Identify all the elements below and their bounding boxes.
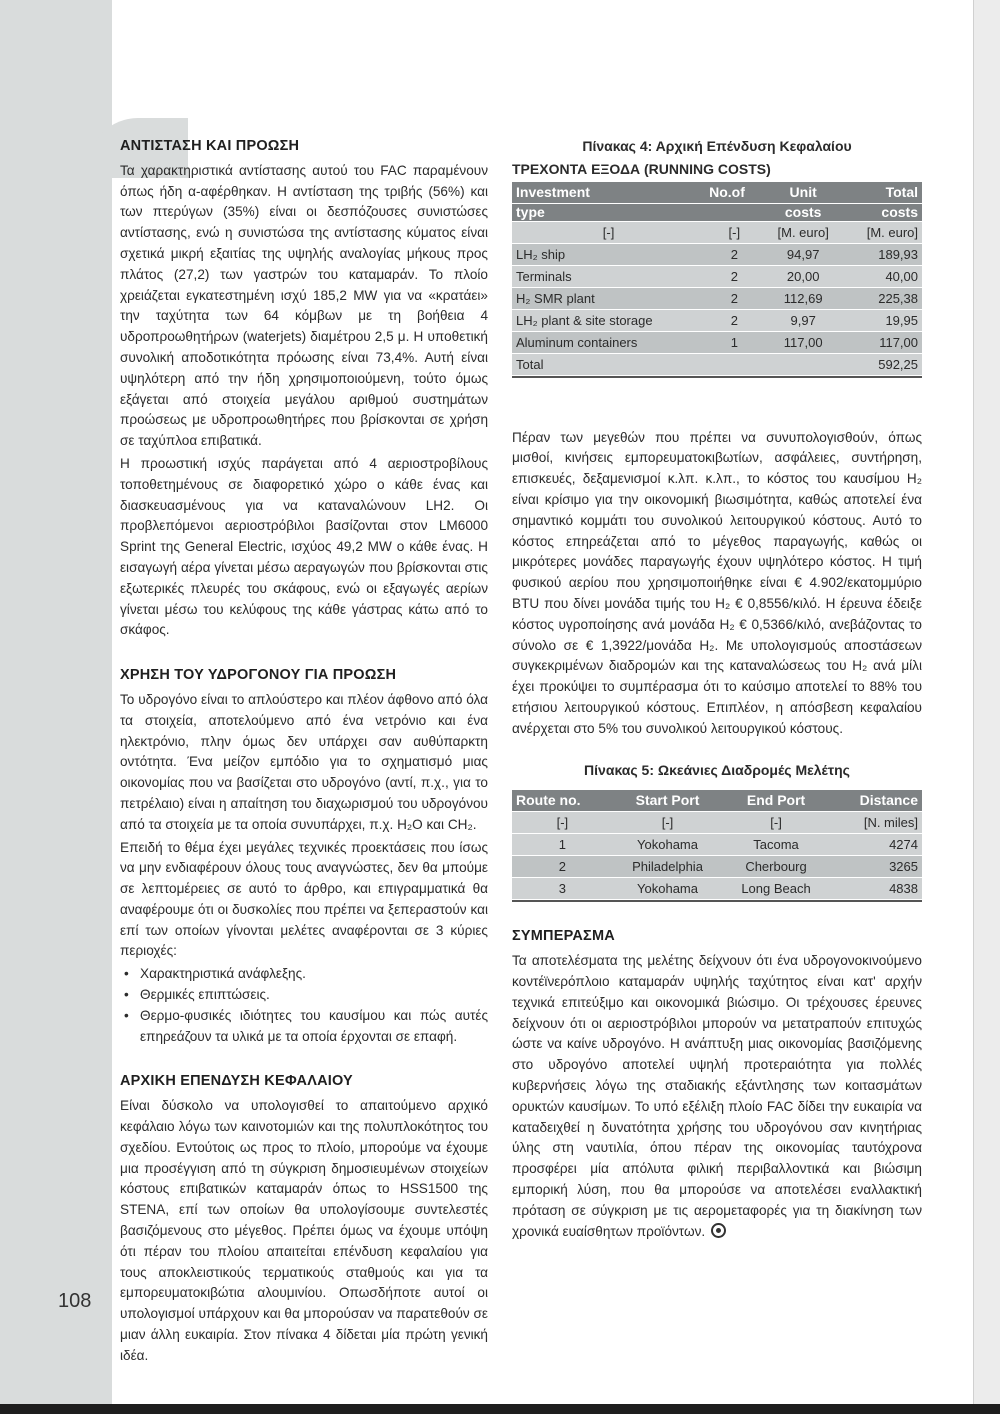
table-total-row [512, 353, 922, 375]
table-unit-cell: [-] [705, 221, 763, 243]
table-cell: 9,97 [764, 309, 843, 331]
table-header-cell: costs [764, 203, 843, 221]
investment-table [512, 182, 922, 376]
paragraph: Επειδή το θέμα έχει μεγάλες τεχνικές προεκτάσεις που ίσως να μην ενδιαφέρουν όλους τους αναγνώστες, δεν θα μπούμε σε λεπτομέρειες σε αυτό το άρθρο, και επιγραμματικά θα αναφέρουμε ότι οι δυσκολίες που πρέπει να ξεπεραστούν και επί των οποίων γίνονται μελέτες αναφέρονται σε 3 κύριες περιοχές: [120, 839, 488, 959]
section-heading-conclusion: ΣΥΜΠΕΡΑΣΜΑ [512, 928, 615, 945]
table-cell: 3 [512, 878, 613, 900]
paragraph: Είναι δύσκολο να υπολογισθεί το απαιτούμενο αρχικό κεφάλαιο λόγω των καινοτομιών και της πολυπλοκότητος του σχεδίου. Εντούτοις ως προς το πλοίο, μπορούμε να έχουμε μια προσέγγιση από τη σύγκριση δημοσιευμένων στοιχείων κόστους επιβατικών καταμαράν όπως το HSS1500 της STENA, επί των οποίων θα υπολογίσουμε συντελεστές βασιζόμενους στο μέγεθος. Πρέπει όμως να έχουμε υπόψη ότι πέραν του πλοίου απαιτείται επένδυση κεφαλαίου για τους αποκλειστικούς τερματικούς σταθμούς και για τα εμπορευματοκιβώτια αλουμινίου. Οπωσδήποτε αυτοί οι υπολογισμοί υπάρχουν και θα μπορούσαν να παρατεθούν σε μιαν άλλη ευκαιρία. Στον πίνακα 4 δίδεται μία πρώτη γενική ιδέα. [120, 1098, 488, 1363]
table-row [512, 265, 922, 287]
table-cell: Philadelphia [613, 856, 723, 878]
table-cell: 2 [705, 265, 763, 287]
table4-title: Πίνακας 4: Αρχική Επένδυση Κεφαλαίου [582, 138, 852, 154]
table-cell: 40,00 [843, 265, 922, 287]
paragraph [512, 951, 922, 1242]
table-header-cell: Investment [512, 182, 705, 204]
bullet-list [120, 964, 488, 1047]
right-column [512, 136, 922, 1244]
table-cell: LH₂ plant & site storage [512, 309, 705, 331]
table5-title: Πίνακας 5: Ωκεάνιες Διαδρομές Μελέτης [584, 761, 850, 778]
table-cell: Yokohama [613, 834, 723, 856]
table-cell: LH₂ ship [512, 243, 705, 265]
table-unit-cell: [M. euro] [764, 221, 843, 243]
table-cell: 4274 [830, 834, 922, 856]
table-unit-cell: [-] [722, 812, 830, 834]
table-cell: 2 [705, 309, 763, 331]
table-header-cell: Start Port [613, 790, 723, 812]
table-row [512, 331, 922, 353]
table-cell: 19,95 [843, 309, 922, 331]
section-heading-resistance: ΑΝΤΙΣΤΑΣΗ ΚΑΙ ΠΡΟΩΣΗ [120, 138, 300, 154]
table-row [512, 243, 922, 265]
bullet-item: • Θερμο-φυσικές ιδιότητες του καυσίμου και πώς αυτές επηρεάζουν τα υλικά με τα οποία έρχονται σε επαφή. [120, 1006, 488, 1048]
table-cell: Yokohama [613, 878, 723, 900]
table-unit-cell: [-] [512, 812, 613, 834]
table-cell: 112,69 [764, 287, 843, 309]
table4-wrapper [512, 182, 922, 378]
table-cell: Aluminum containers [512, 331, 705, 353]
table-unit-cell: [-] [512, 221, 705, 243]
table-cell: 1 [512, 834, 613, 856]
table5-wrapper [512, 790, 922, 902]
table-header-cell: type [512, 203, 705, 221]
table-cell: 117,00 [843, 331, 922, 353]
page-bottom-border [0, 1404, 1000, 1414]
table-cell: Long Beach [722, 878, 830, 900]
table-row [512, 834, 922, 856]
table-cell: 20,00 [764, 265, 843, 287]
table-header-cell: Unit [764, 182, 843, 204]
table-unit-cell: [N. miles] [830, 812, 922, 834]
paragraph: Τα χαρακτηριστικά αντίστασης αυτού του FAC παραμένουν όπως ήδη α-αφέρθηκαν. Η αντίσταση της τριβής (56%) και των πτερύγων (35%) είναι οι δεσπόζουσες συνιστώσες αντίστασης, ενώ η συνιστώσα της αντίστασης κύματος είναι σχετικά μικρή εξαιτίας της υψηλής αναλογίας μήκους προς πλάτος (27,2) των γαστρών του καταμαράν. Το πλοίο χρειάζεται εγκατεστημένη ισχύ 185,2 MW για να «κρατάει» την ταχύτητα των 64 κόμβων με τη βοήθεια 4 υδροπροωθητήρων (waterjets) διαμέτρου 2,5 μ. Η υποθετική συνολική αποδοτικότητα πρόωσης είναι 73,4%. Αυτή είναι υψηλότερη από την ήδη χρησιμοποιούμενη, τούτο όμως εξάγεται από στοιχεία μεγάλου αριθμού συστημάτων προώσεως με υδροπροωθητήρες που βρίσκονται σε χρήση σε ταχύπλοα επιβατικά. [120, 162, 488, 449]
table-cell: Terminals [512, 265, 705, 287]
left-sidebar-band [0, 0, 112, 1414]
table-cell: Tacoma [722, 834, 830, 856]
table-cell [705, 353, 763, 375]
table-cell: 117,00 [764, 331, 843, 353]
section-heading-investment: ΑΡΧΙΚΗ ΕΠΕΝΔΥΣΗ ΚΕΦΑΛΑΙΟΥ [120, 1073, 353, 1090]
table-header-cell: Distance [830, 790, 922, 812]
table-cell: Cherbourg [722, 856, 830, 878]
table-cell: 1 [705, 331, 763, 353]
paragraph: Η προωστική ισχύς παράγεται από 4 αεριοστροβίλους τοποθετημένους σε διαφορετικό χώρο ο κάθε ένας και διασκευασμένους για να καταναλώνουν LH2. Οι προβλεπόμενοι αεριοστρόβιλοι βασίζονται στον LM6000 Sprint της General Electric, ισχύος 49,2 MW ο κάθε ένας. Η εισαγωγή αέρα γίνεται μέσω αεραγωγών που βρίσκονται στις εξωτερικές πλευρές του σκάφους, ενώ οι εξαγωγές αερίων γίνεται μέσω του κελύφους της κάθε γάστρας κάτω από το σκάφος. [120, 455, 488, 638]
table-unit-cell: [-] [613, 812, 723, 834]
table-header-cell: End Port [722, 790, 830, 812]
table-cell: 225,38 [843, 287, 922, 309]
table-row [512, 856, 922, 878]
table-row [512, 309, 922, 331]
section-heading-hydrogen: ΧΡΗΣΗ ΤΟΥ ΥΔΡΟΓΟΝΟΥ ΓΙΑ ΠΡΟΩΣΗ [120, 667, 397, 684]
paragraph: Το υδρογόνο είναι το απλούστερο και πλέον άφθονο από όλα τα στοιχεία, αποτελούμενο από ένα νετρόνιο και ένα ηλεκτρόνιο, πλην όμως δεν υπάρχει σαν αυθύπαρκτη οντότητα. Ένα μείζον εμπόδιο για το σχηματισμό μιας οικονομίας που να βασίζεται στο υδρογόνο (αντί, π.χ., για το πετρέλαιο) είναι η απαίτηση του διαχωρισμού του υδρογόνου από τα στοιχεία με τα οποία συνυπάρχει, π.χ. H₂O και CH₂. [120, 691, 488, 832]
end-of-article-icon [711, 1223, 726, 1238]
paragraph: Πέραν των μεγεθών που πρέπει να συνυπολογισθούν, όπως μισθοί, κινήσεις εμπορευματοκιβωτίων, ασφάλειες, συντήρηση, επισκευές, δεξαμενισμοί κ.λπ. κ.λπ., το κόστος του καυσίμου H₂ είναι κρίσιμο για την οικονομική βιωσιμότητα, καθώς αποτελεί ένα σημαντικό κομμάτι του συνολικού λειτουργικού κόστους. Αυτό το κόστος επηρεάζεται από το μέγεθος παραγωγής, καθώς οι μικρότερες μονάδες παραγωγής έχουν υψηλότερο κόστος. Η τιμή φυσικού αερίου που χρησιμοποιήθηκε είναι € 4.902/εκατομμύριο BTU που δίνει μονάδα τιμής του H₂ € 0,8556/κιλό. Η έρευνα έδειξε κόστος υγροποίησης ανά μονάδα H₂ € 0,5366/κιλό, ανεβάζοντας το σύνολο σε € 1,3922/μονάδα H₂. Με υπολογισμούς αποστάσεων συγκεκριμένων διαδρομών και της καταναλώσεως του H₂ ανά μίλι έχει προκύψει το συμπέρασμα ότι το καύσιμο αποτελεί το 88% του ετήσιου λειτουργικού κόστους. Επιπλέον, η απόσβεση κεφαλαίου ανέρχεται στο 5% του συνολικού λειτουργικού κόστους. [512, 429, 922, 736]
table-cell: 2 [512, 856, 613, 878]
table-cell: 2 [705, 243, 763, 265]
table-cell: 4838 [830, 878, 922, 900]
bullet-item: • Χαρακτηριστικά ανάφλεξης. [120, 964, 488, 985]
table-cell: 94,97 [764, 243, 843, 265]
table-cell: 3265 [830, 856, 922, 878]
table-row [512, 878, 922, 900]
table-cell: Total [512, 353, 705, 375]
table-cell: H₂ SMR plant [512, 287, 705, 309]
table4-subtitle: ΤΡΕΧΟΝΤΑ ΕΞΟΔΑ (RUNNING COSTS) [512, 160, 771, 177]
conclusion-text: Τα αποτελέσματα της μελέτης δείχνουν ότι ένα υδρογονοκινούμενο κοντέϊνερόπλοιο καταμαράν υψηλής ταχύτητος είναι κατ' αρχήν τεχνικά επιτεύξιμο και οικονομικά βιώσιμο. Οι τρέχουσες έρευνες δείχνουν ότι οι αεριοστρόβιλοι μπορούν να μετατραπούν επιτυχώς ώστε να καίνε υδρογόνο. Η ανάπτυξη μιας οικονομίας βασιζόμενης στο υδρογόνο αποτελεί υψηλή προτεραιότητα για πολλές κυβερνήσεις λόγω της σταδιακής εξάντλησης των κοιτασμάτων ορυκτών καυσίμων. Το υπό εξέλιξη πλοίο FAC δίδει την ευκαιρία να καταδειχθεί η δυνατότητα χρήσης του υδρογόνου σαν κινητήριας ύλης στη ναυτιλία, όπου πέραν της οικονομίας ταυτόχρονα προσφέρει μία απόλυτα φιλική περιβαλλοντικά και βιώσιμη εμπορική λύση, που θα μπορούσε να αποτελέσει εναλλακτική πρόταση σε σύγκριση με τις αερομεταφορές για τη διακίνηση των χρονικά ευαίσθητων προϊόντων. [512, 953, 922, 1239]
table-header-cell [705, 203, 763, 221]
table-header-cell: Route no. [512, 790, 613, 812]
table-cell [764, 353, 843, 375]
table-header-cell: costs [843, 203, 922, 221]
table-unit-cell: [M. euro] [843, 221, 922, 243]
table-cell: 2 [705, 287, 763, 309]
table-row [512, 287, 922, 309]
table-header-cell: No.of [705, 182, 763, 204]
page-right-edge [973, 0, 1000, 1414]
table-cell: 592,25 [843, 353, 922, 375]
bullet-item: • Θερμικές επιπτώσεις. [120, 985, 488, 1006]
page-number: 108 [58, 1290, 92, 1312]
table-cell: 189,93 [843, 243, 922, 265]
routes-table [512, 790, 922, 900]
table-header-cell: Total [843, 182, 922, 204]
left-column [120, 136, 488, 1369]
